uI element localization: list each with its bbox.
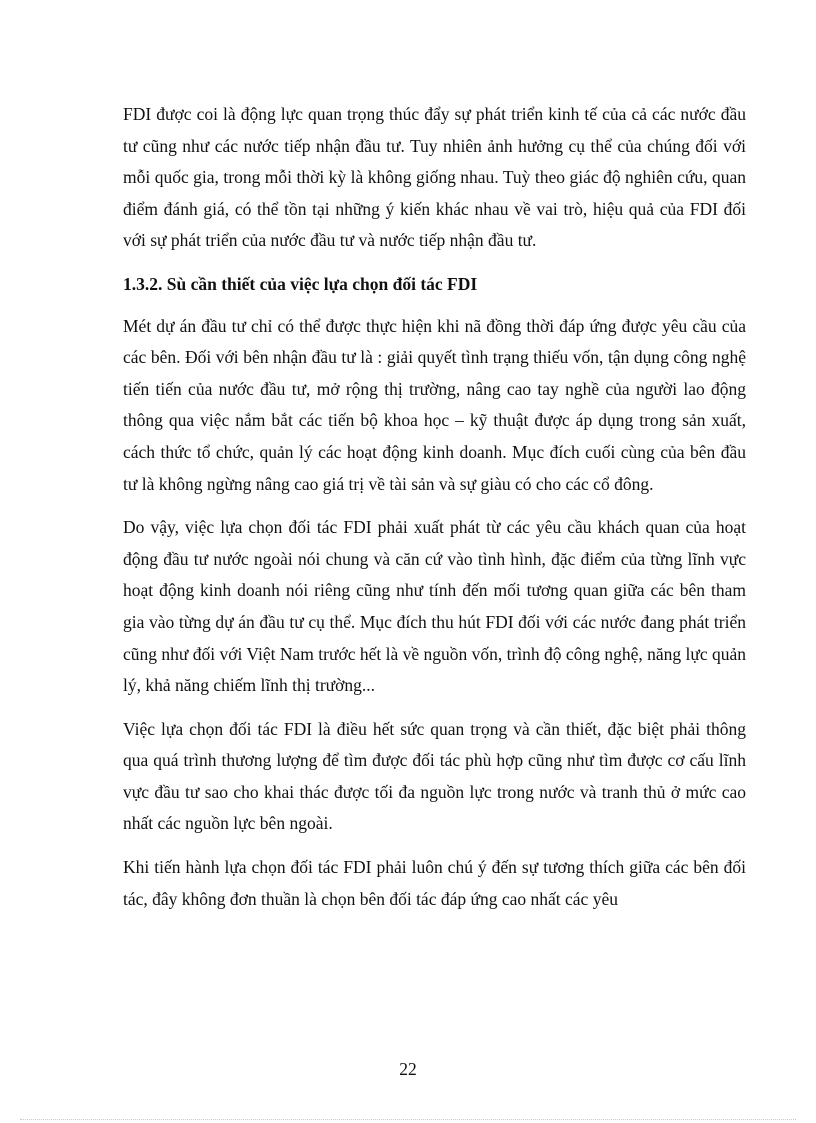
page-number: 22 [399,1059,417,1079]
section-heading: 1.3.2. Sù cần thiết của việc lựa chọn đối tác FDI [123,273,478,294]
paragraph-compatibility: Khi tiến hành lựa chọn đối tác FDI phải luôn chú ý đến sự tương thích giữa các bên đối tác, đây không đơn thuần là chọn bên đối tác đáp ứng cao nhất các yêu [123,857,746,909]
page-bottom-divider [20,1119,796,1120]
paragraph-fdi-overview: FDI được coi là động lực quan trọng thúc đẩy sự phát triển kinh tế của cả các nước đầu tư cũng như các nước tiếp nhận đầu tư. Tuy nhiên ảnh hưởng cụ thể của chúng đối với mỗi quốc gia, trong mỗi thời kỳ là không giống nhau. Tuỳ theo giác độ nghiên cứu, quan điểm đánh giá, có thể tồn tại những ý kiến khác nhau về vai trò, hiệu quả của FDI đối với sự phát triển của nước đầu tư và nước tiếp nhận đầu tư. [123,104,746,251]
paragraph-selection-basis: Do vậy, việc lựa chọn đối tác FDI phải xuất phát từ các yêu cầu khách quan của hoạt động đầu tư nước ngoài nói chung và căn cứ vào tình hình, đặc điểm của từng lĩnh vực hoạt động kinh doanh nói riêng cũng như tính đến mối tương quan giữa các bên tham gia vào từng dự án đầu tư cụ thể. Mục đích thu hút FDI đối với các nước đang phát triển cũng như đối với Việt Nam trước hết là về nguồn vốn, trình độ công nghệ, năng lực quản lý, khả năng chiếm lĩnh thị trường... [123,517,746,696]
page-body [123,99,746,915]
paragraph-project-requirements: Mét dự án đầu tư chỉ có thể được thực hiện khi nã đồng thời đáp ứng được yêu cầu của các bên. Đối với bên nhận đầu tư là : giải quyết tình trạng thiếu vốn, tận dụng công nghệ tiến tiến của nước đầu tư, mở rộng thị trường, nâng cao tay nghề của người lao động thông qua việc nắm bắt các tiến bộ khoa học – kỹ thuật được áp dụng trong sản xuất, cách thức tổ chức, quản lý các hoạt động kinh doanh. Mục đích cuối cùng của bên đầu tư là không ngừng nâng cao giá trị về tài sản và sự giàu có cho các cổ đông. [123,315,746,494]
paragraph-selection-importance: Việc lựa chọn đối tác FDI là điều hết sức quan trọng và cần thiết, đặc biệt phải thông qua quá trình thương lượng để tìm được đối tác phù hợp cũng như tìm được cơ cấu lĩnh vực đầu tư sao cho khai thác được tối đa nguồn lực trong nước và tranh thủ ở mức cao nhất các nguồn lực bên ngoài. [123,718,746,834]
